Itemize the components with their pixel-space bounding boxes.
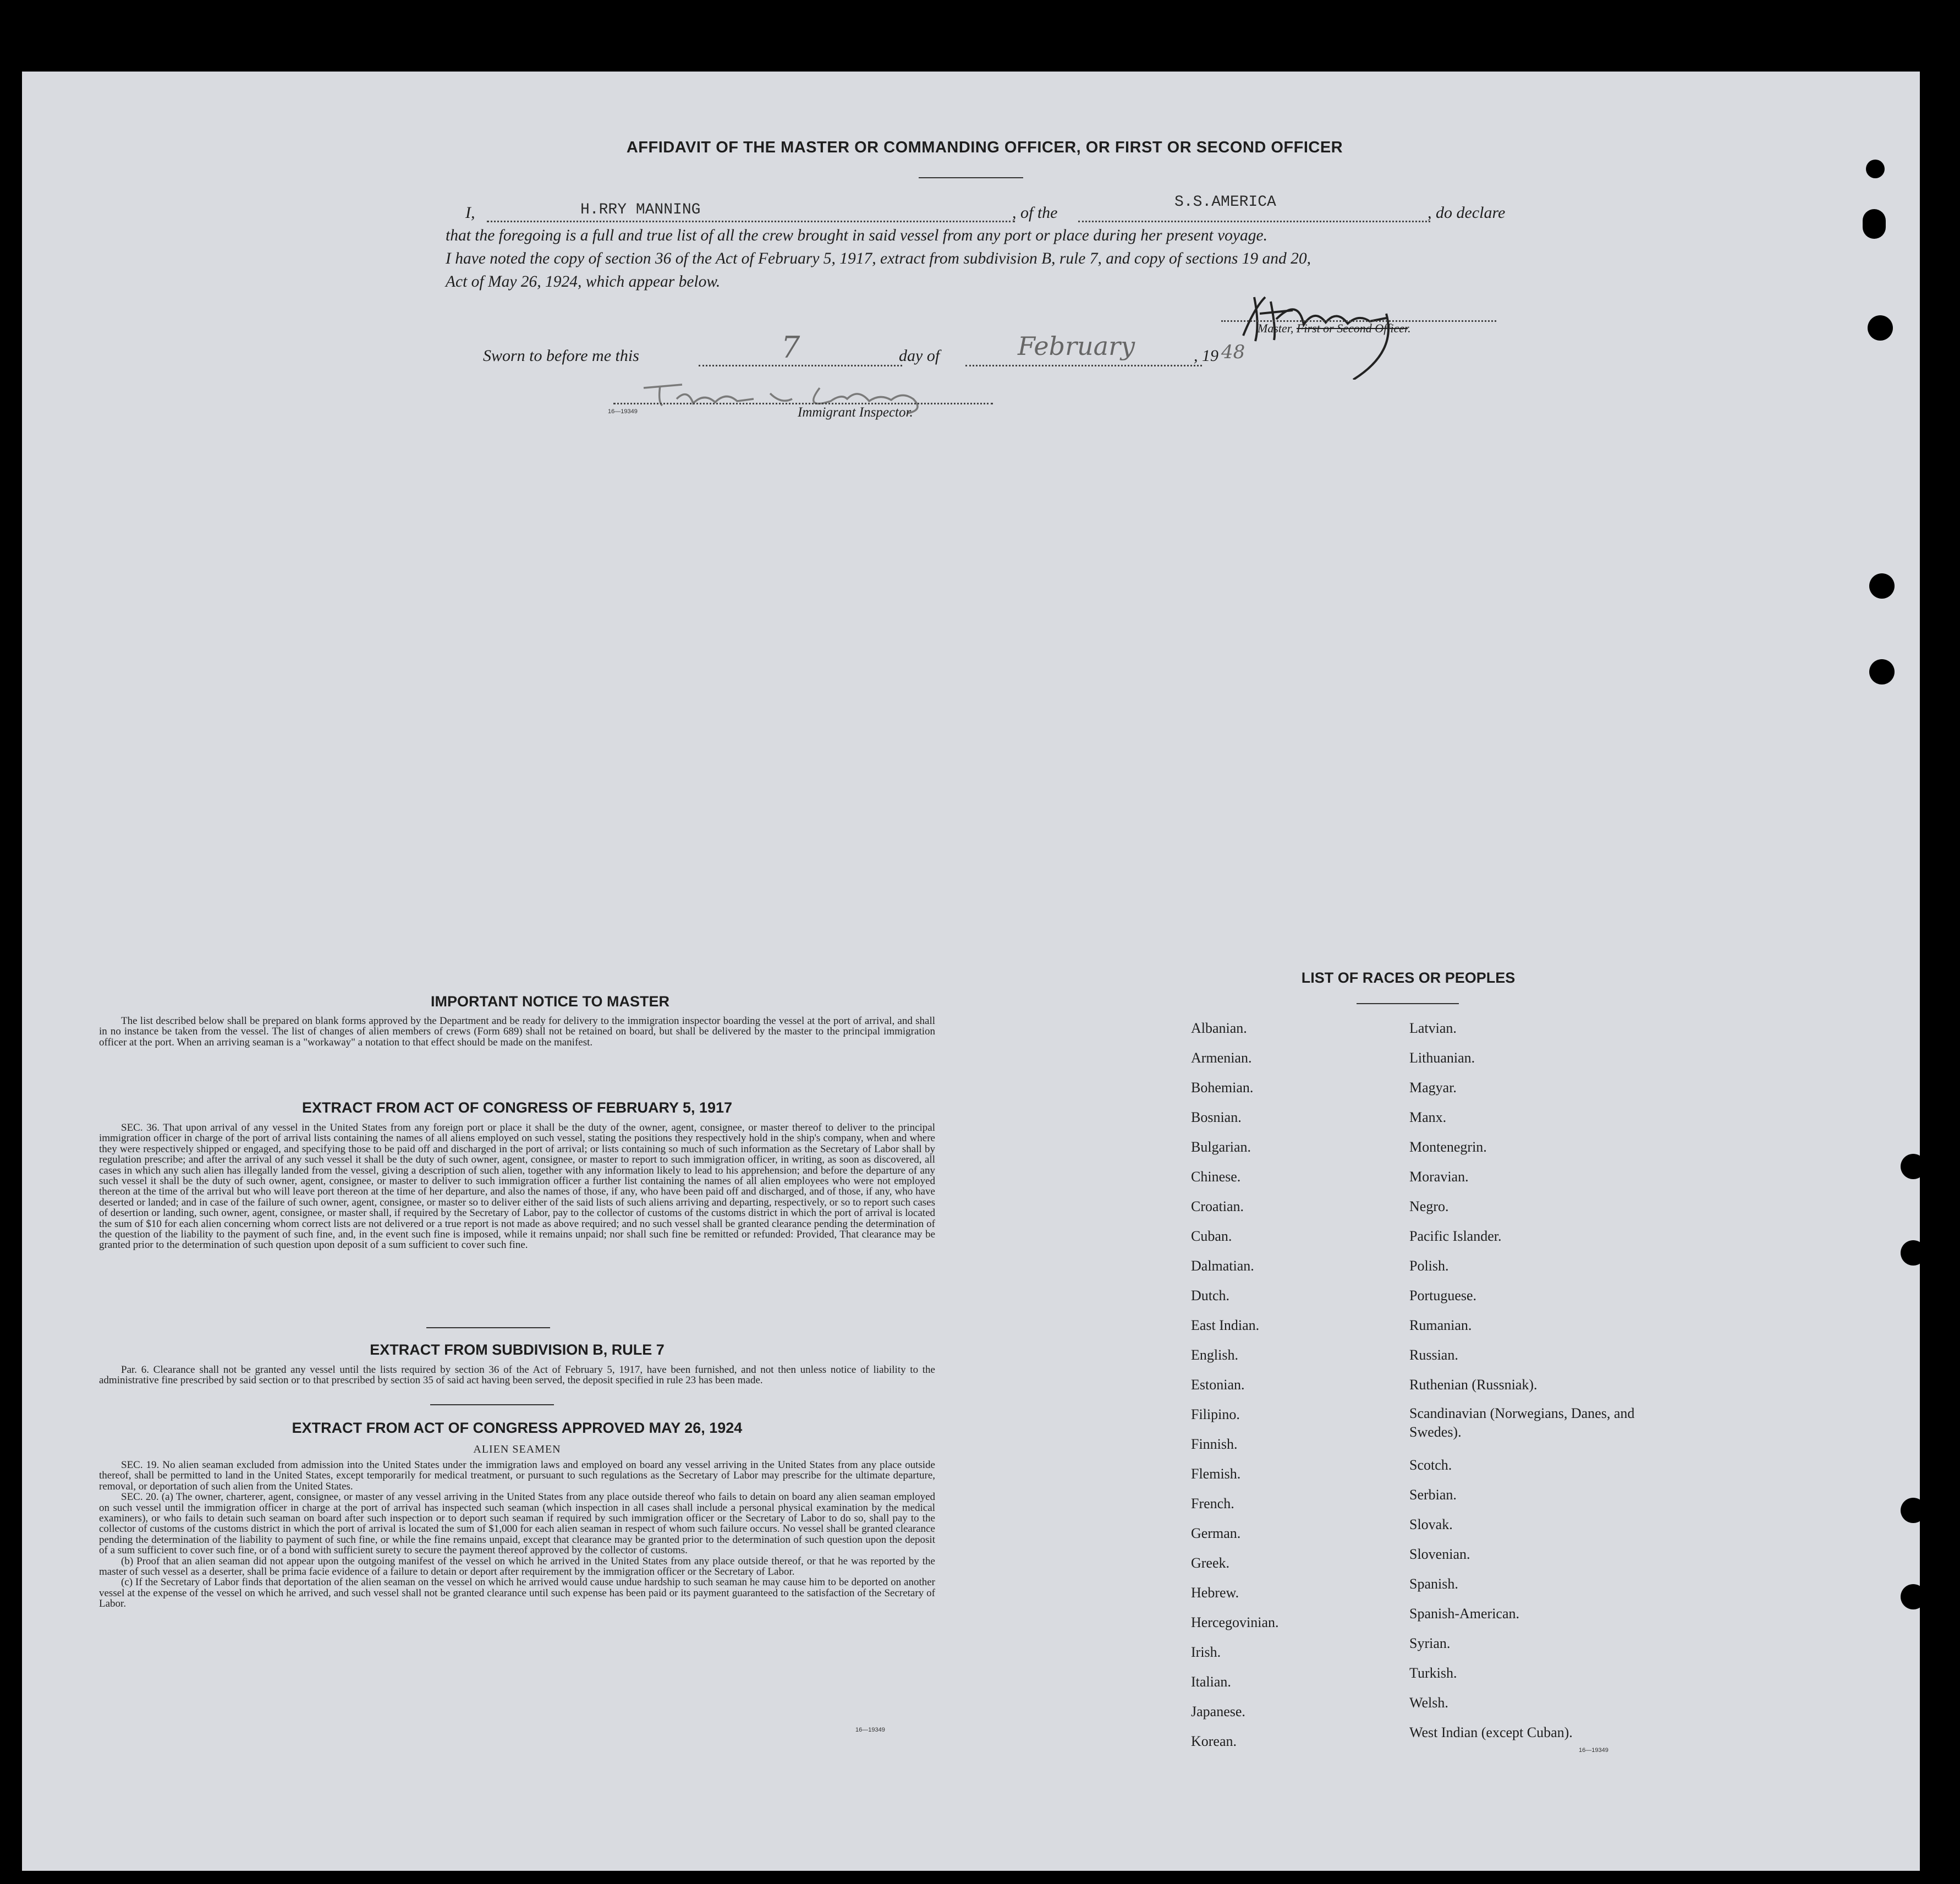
document-page [22, 72, 1920, 1871]
race-item: Slovak. [1409, 1516, 1453, 1532]
race-item: Finnish. [1191, 1436, 1238, 1452]
race-item: English. [1191, 1347, 1238, 1363]
race-item: Bulgarian. [1191, 1139, 1251, 1155]
race-item: German. [1191, 1525, 1241, 1541]
role-suffix: . [1408, 321, 1411, 335]
binder-hole [1869, 573, 1895, 599]
inspector-label: Immigrant Inspector. [798, 405, 913, 420]
rule-7-paragraph: Par. 6. Clearance shall not be granted any vessel until the lists required by section 36 of the Act of February 5, 1917, have been furnished, and not then unless notice of liability to the administrative fine prescribed by said section or to that prescribed by section 35 of said act having been served, the deposit specified in rule 23 has been made. [99, 1364, 935, 1387]
sworn-month: February [1018, 331, 1135, 361]
race-item: Latvian. [1409, 1020, 1457, 1036]
sworn-day: 7 [781, 330, 800, 365]
race-item: Portuguese. [1409, 1288, 1477, 1304]
binder-hole [1866, 160, 1885, 178]
race-item: Slovenian. [1409, 1546, 1470, 1562]
race-item: Flemish. [1191, 1466, 1241, 1482]
vessel-field-line [1078, 221, 1430, 222]
notice-body [99, 1016, 935, 1048]
race-item: French. [1191, 1496, 1234, 1511]
affidavit-line-2: that the foregoing is a full and true list of all the crew brought in said vessel from any port or place during her present voyage. [446, 227, 1267, 244]
race-item: Greek. [1191, 1555, 1230, 1571]
race-item: Russian. [1409, 1347, 1458, 1363]
race-item: Bosnian. [1191, 1109, 1242, 1125]
affidavit-title: AFFIDAVIT OF THE MASTER OR COMMANDING OFFICER, OR FIRST OR SECOND OFFICER [626, 139, 1343, 156]
sec-19-paragraph: SEC. 19. No alien seaman excluded from admission into the United States under the immigration laws and employed on board any vessel arriving in the United States from any place outside thereof, shall be permitted to land in the United States, except temporarily for medical treatment, or pursuant to such regulations as the Secretary of Labor may prescribe for the ultimate departure, removal, or deportation of such alien from the United States. [99, 1459, 935, 1492]
title-underline [919, 177, 1023, 178]
race-item: Albanian. [1191, 1020, 1247, 1036]
binder-hole [1868, 315, 1893, 341]
sec-20c-paragraph: (c) If the Secretary of Labor finds that deportation of the alien seaman on the vessel on which he arrived would cause undue hardship to such seaman he may cause him to be deported on another vessel at the expense of the vessel on which he arrived, and such vessel shall not be granted clearance until such expense has been paid or its payment guaranteed to the satisfaction of the Secretary of Labor. [99, 1576, 935, 1610]
race-item: Italian. [1191, 1674, 1231, 1690]
race-item: Ruthenian (Russniak). [1409, 1377, 1538, 1393]
race-item: Manx. [1409, 1109, 1447, 1125]
binder-hole [1901, 1154, 1926, 1179]
day-field-line [699, 365, 902, 366]
race-item: Japanese. [1191, 1704, 1245, 1719]
sec-20b-paragraph: (b) Proof that an alien seaman did not appear upon the outgoing manifest of the vessel on which he arrived in the United States from any place outside thereof, or that he was reported by the master of such vessel as a deserter, shall be prima facie evidence of a failure to detain or deport after requirement by the immigration officer or the Secretary of Labor. [99, 1555, 935, 1578]
races-left-column [1191, 1014, 1400, 1756]
race-item: Cuban. [1191, 1228, 1232, 1244]
extract-1924-title: EXTRACT FROM ACT OF CONGRESS APPROVED MAY 26, 1924 [292, 1420, 743, 1436]
of-the-label: , of the [1012, 204, 1058, 222]
race-item: Hebrew. [1191, 1585, 1239, 1601]
race-item: Syrian. [1409, 1635, 1451, 1651]
signature-role [1258, 321, 1411, 336]
race-item: Chinese. [1191, 1169, 1241, 1185]
extract-rule7-title: EXTRACT FROM SUBDIVISION B, RULE 7 [370, 1341, 665, 1358]
sec-36-paragraph: SEC. 36. That upon arrival of any vessel in the United States from any foreign port or place it shall be the duty of the owner, agent, consignee, or master thereof to deliver to the principal immigration officer in charge of the port of arrival lists containing the names of all aliens employed on such vessel, stating the positions they respectively hold in the ship's company, when and where they were respectively shipped or engaged, and specifying those to be paid off and discharged in the port of arrival; or lists containing so much of such information as the Secretary of Labor shall by regulation prescribe; and after the arrival of any such vessel it shall be the duty of such owner, agent, consignee, or master to report to such immigration officer, in writing, as soon as discovered, all cases in which any such alien has illegally landed from the vessel, giving a description of such alien, together with any information likely to lead to his apprehension; and before the departure of any such vessel it shall be the duty of such owner, agent, consignee, or master to deliver to such immigration officer a further list containing the names of all alien employees who were not employed thereon at the time of the arrival but who will leave port thereon at the time of her departure, and also the names of those, if any, who have been paid off and discharged, and of those, if any, who have deserted or landed; and in case of the failure of such owner, agent, consignee, or master so to deliver either of the said lists of such aliens arriving and departing, respectively, or so to report such cases of desertion or landing, such owner, agent, consignee, or master shall, if required by the Secretary of Labor, pay to the collector of customs of the customs district in which the port of arrival is located the sum of $10 for each alien concerning whom correct lists are not delivered or a true report is not made as above required; and no such vessel shall be granted clearance pending the determination of the question of the liability to the payment of such fine, and, in the event such fine is imposed, while it remains unpaid; nor shall such fine be remitted or refunded: Provided, That clearance may be granted prior to the determination of such question upon deposit of a sum sufficient to cover such fine. [99, 1122, 935, 1251]
race-item: Polish. [1409, 1258, 1449, 1274]
races-title: LIST OF RACES OR PEOPLES [1301, 970, 1516, 986]
name-field-line [487, 221, 1015, 222]
race-item: West Indian (except Cuban). [1409, 1724, 1573, 1740]
affidavit-line-3: I have noted the copy of section 36 of the Act of February 5, 1917, extract from subdivision B, rule 7, and copy of sections 19 and 20, [446, 250, 1311, 267]
race-item: Rumanian. [1409, 1317, 1472, 1333]
inspector-signature-line [613, 403, 993, 404]
race-item: Negro. [1409, 1198, 1449, 1214]
form-number-right: 16—19349 [1579, 1747, 1608, 1754]
race-item: Moravian. [1409, 1169, 1469, 1185]
section-divider [426, 1327, 550, 1328]
race-item: Pacific Islander. [1409, 1228, 1502, 1244]
master-name: H.RRY MANNING [580, 201, 701, 218]
section-divider [430, 1404, 554, 1405]
race-item: Armenian. [1191, 1050, 1252, 1066]
alien-seamen-subtitle: ALIEN SEAMEN [473, 1443, 561, 1455]
race-item: Turkish. [1409, 1665, 1457, 1681]
do-declare-label: , do declare [1428, 204, 1506, 222]
binder-hole [1863, 209, 1886, 239]
race-item: Montenegrin. [1409, 1139, 1487, 1155]
sworn-label: Sworn to before me this [483, 347, 639, 365]
notice-title: IMPORTANT NOTICE TO MASTER [431, 993, 669, 1010]
race-item: Lithuanian. [1409, 1050, 1475, 1066]
form-number-left: 16—19349 [855, 1727, 885, 1733]
race-item: Spanish-American. [1409, 1606, 1520, 1622]
role-struck: First or Second Officer [1296, 321, 1408, 335]
race-item: East Indian. [1191, 1317, 1260, 1333]
race-item: Estonian. [1191, 1377, 1245, 1393]
notice-paragraph: The list described below shall be prepared on blank forms approved by the Department and be ready for delivery to the immigration inspector boarding the vessel at the port of arrival, and shall in no instance be taken from the vessel. The list of changes of alien members of crews (Form 689) shall not be retained on board, but shall be delivered by the master to the principal immigration officer at the port. When an arriving seaman is a "workaway" a notation to that effect should be made on the manifest. [99, 1015, 935, 1048]
race-item: Spanish. [1409, 1576, 1458, 1592]
affidavit-line-4: Act of May 26, 1924, which appear below. [446, 273, 721, 291]
form-number-top: 16—19349 [608, 408, 638, 415]
year-prefix: , 19 [1194, 347, 1218, 365]
race-item: Magyar. [1409, 1080, 1457, 1096]
binder-hole [1901, 1498, 1926, 1523]
extract-1917-title: EXTRACT FROM ACT OF CONGRESS OF FEBRUARY 5, 1917 [301, 1099, 733, 1116]
month-field-line [965, 365, 1202, 366]
races-right-column [1409, 1014, 1673, 1748]
race-item: Croatian. [1191, 1198, 1244, 1214]
day-of-label: day of [899, 347, 940, 365]
race-item: Dutch. [1191, 1288, 1230, 1304]
extract-rule7-body [99, 1365, 935, 1386]
race-item: Filipino. [1191, 1406, 1240, 1422]
race-item: Bohemian. [1191, 1080, 1254, 1096]
race-item: Serbian. [1409, 1487, 1457, 1503]
extract-1917-body [99, 1122, 935, 1251]
intro-i: I, [465, 204, 475, 222]
race-item: Hercegovinian. [1191, 1614, 1279, 1630]
race-item: Scandinavian (Norwegians, Danes, and Swedes). [1409, 1405, 1635, 1440]
race-item: Irish. [1191, 1644, 1221, 1660]
role-master: Master, [1258, 321, 1294, 335]
extract-1924-body [99, 1460, 935, 1609]
race-item: Welsh. [1409, 1695, 1448, 1711]
sec-20a-paragraph: SEC. 20. (a) The owner, charterer, agent, consignee, or master of any vessel arriving in the United States from any place outside thereof who fails to detain on board any alien seaman employed on such vessel until the immigration officer in charge at the port of arrival has inspected such seaman (which inspection in all cases shall include a personal physical examination by the medical examiners), or who fails to detain such seaman on board after such inspection or to deport such seaman if required by such immigration officer or the Secretary of Labor to do so, shall pay to the collector of customs of the customs district in which the port of arrival is located the sum of $1,000 for each alien seaman in respect of whom such failure occurs. No vessel shall be granted clearance pending the determination of the liability to payment of such fine, or while the fine remains unpaid, except that clearance may be granted prior to the determination of such question upon the deposit of a sum sufficient to cover such fine, or of a bond with sufficient surety to secure the payment thereof approved by the collector of customs. [99, 1491, 935, 1557]
binder-hole [1901, 1584, 1926, 1609]
races-title-underline [1357, 1003, 1459, 1004]
binder-hole [1901, 1240, 1926, 1266]
sworn-year: 48 [1221, 341, 1245, 363]
binder-hole [1869, 659, 1895, 684]
race-item: Dalmatian. [1191, 1258, 1254, 1274]
vessel-name: S.S.AMERICA [1174, 194, 1276, 211]
race-item: Scotch. [1409, 1457, 1452, 1473]
race-item: Korean. [1191, 1733, 1237, 1749]
